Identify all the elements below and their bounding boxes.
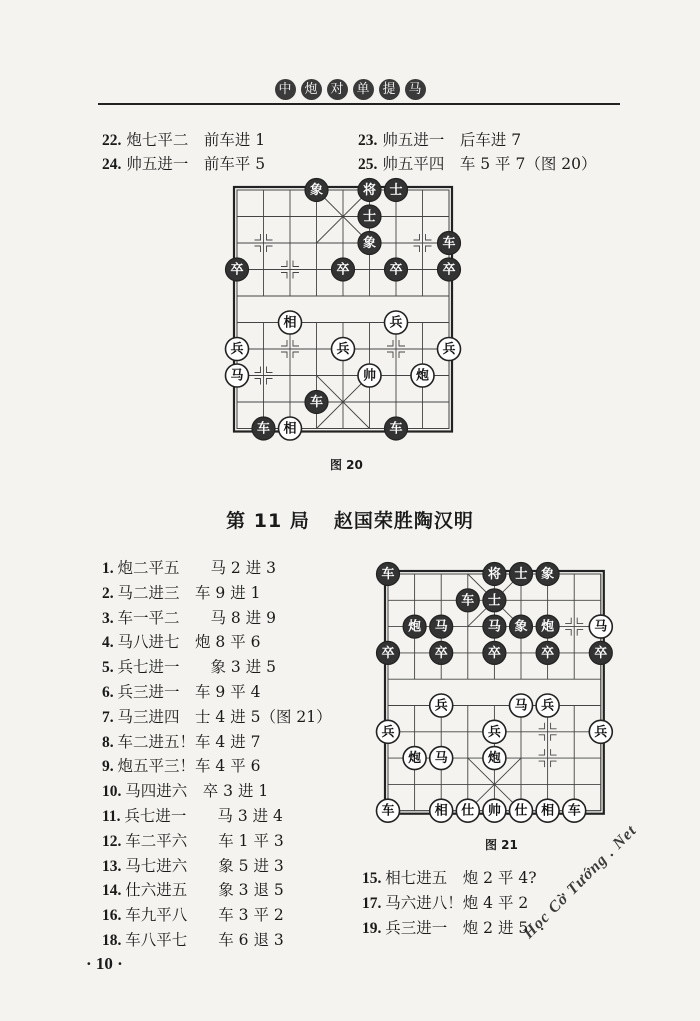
top-moves-right (358, 128, 596, 174)
move-line (102, 779, 332, 804)
red-piece (430, 799, 453, 822)
red-piece (377, 799, 400, 822)
move-number: 5. (102, 659, 118, 677)
header-char: 炮 (301, 79, 322, 100)
header-char: 单 (353, 79, 374, 100)
piece-label: 马 (230, 368, 244, 384)
piece-label: 兵 (336, 342, 350, 357)
black-piece (510, 615, 533, 638)
figure-21-caption: 图 21 (485, 838, 518, 852)
move-text: 兵七进一 马 3 进 4 (124, 806, 283, 825)
piece-label: 卒 (541, 645, 555, 661)
move-line (362, 866, 537, 891)
black-piece (305, 391, 328, 414)
move-text: 炮二平五 马 2 进 3 (117, 559, 277, 577)
move-line (102, 854, 332, 879)
black-piece (377, 563, 400, 586)
move-number: 7. (102, 708, 118, 726)
piece-label: 象 (541, 567, 555, 582)
move-number: 1. (102, 560, 118, 577)
position-mark (293, 352, 299, 358)
board-figure-21 (366, 558, 616, 832)
position-mark (255, 379, 261, 385)
red-piece (358, 364, 381, 387)
red-piece (226, 364, 249, 387)
red-piece (377, 720, 400, 743)
position-mark (551, 761, 557, 767)
black-piece (589, 641, 612, 664)
move-text: 车二进五！车 4 进 7 (117, 732, 261, 751)
move-number: 8. (102, 733, 118, 751)
move-number: 14. (102, 882, 126, 900)
move-text: 帅五平四 车 5 平 7（图 20） (382, 155, 597, 173)
piece-label: 马 (487, 619, 501, 635)
header-char: 提 (379, 79, 400, 100)
red-piece (483, 720, 506, 743)
black-piece (385, 417, 408, 440)
move-text: 兵三进一 车 9 平 4 (117, 682, 261, 701)
black-piece (403, 615, 426, 638)
position-mark (387, 340, 393, 346)
piece-label: 仕 (461, 803, 475, 819)
piece-label: 兵 (434, 698, 448, 714)
move-text: 炮五平三！车 4 平 6 (117, 757, 261, 776)
top-moves-left (102, 128, 265, 174)
piece-label: 象 (514, 619, 528, 635)
position-mark (281, 340, 287, 346)
red-piece (430, 747, 453, 770)
piece-label: 车 (256, 421, 271, 437)
piece-label: 兵 (442, 342, 456, 357)
move-text: 帅五进一 前车平 5 (126, 155, 266, 173)
position-mark (293, 273, 299, 279)
position-mark (387, 352, 393, 358)
move-line (102, 556, 332, 581)
black-piece (305, 179, 328, 202)
piece-label: 炮 (487, 751, 501, 767)
move-text: 帅五进一 后车进 7 (382, 131, 522, 149)
move-number: 25. (358, 156, 378, 173)
piece-label: 兵 (594, 724, 608, 740)
move-text: 车一平二 马 8 进 9 (117, 608, 277, 627)
move-text: 马三进四 士 4 进 5（图 21） (117, 707, 332, 726)
move-number: 4. (102, 634, 118, 652)
red-piece (536, 799, 559, 822)
red-piece (589, 720, 612, 743)
piece-label: 将 (487, 567, 501, 582)
move-number: 2. (102, 584, 118, 602)
red-piece (385, 311, 408, 334)
position-mark (577, 618, 583, 624)
piece-label: 帅 (362, 368, 377, 384)
red-piece (510, 799, 533, 822)
move-text: 炮七平二 前车进 1 (126, 131, 266, 149)
move-number: 23. (358, 132, 378, 149)
position-mark (399, 340, 405, 346)
move-line (102, 754, 332, 779)
piece-label: 卒 (487, 645, 501, 661)
move-text: 马七进六 象 5 进 3 (125, 856, 284, 875)
game-number: 第 11 局 (226, 510, 310, 532)
page-number: · 10 · (86, 954, 123, 973)
piece-label: 将 (362, 183, 377, 198)
piece-label: 兵 (389, 315, 403, 331)
move-line (102, 730, 332, 755)
piece-label: 卒 (230, 262, 244, 278)
black-piece (430, 641, 453, 664)
black-piece (510, 563, 533, 586)
move-line (102, 128, 265, 152)
position-mark (539, 723, 545, 729)
move-line (102, 655, 332, 680)
piece-label: 马 (594, 619, 608, 635)
position-mark (539, 749, 545, 755)
move-text: 车九平八 车 3 平 2 (125, 906, 284, 925)
position-mark (577, 630, 583, 636)
move-number: 17. (362, 894, 386, 912)
piece-label: 马 (434, 619, 448, 635)
black-piece (483, 563, 506, 586)
position-mark (551, 735, 557, 741)
watermark: Học Cờ Tướng . Net (520, 821, 641, 943)
position-mark (414, 234, 420, 240)
black-piece (456, 589, 479, 612)
move-list-left (102, 556, 332, 953)
black-piece (358, 232, 381, 255)
red-piece (279, 417, 302, 440)
piece-label: 马 (434, 751, 448, 767)
piece-label: 兵 (487, 724, 501, 740)
piece-label: 相 (541, 803, 555, 819)
move-number: 15. (362, 870, 386, 887)
move-number: 12. (102, 832, 126, 850)
move-text: 相七进五 炮 2 平 4? (385, 869, 537, 887)
black-piece (536, 563, 559, 586)
move-line (102, 680, 332, 705)
move-text: 马二进三 车 9 进 1 (117, 583, 261, 602)
black-piece (483, 615, 506, 638)
black-piece (438, 232, 461, 255)
piece-label: 炮 (408, 619, 422, 635)
position-mark (255, 234, 261, 240)
move-line (102, 630, 332, 655)
red-piece (411, 364, 434, 387)
black-piece (377, 641, 400, 664)
move-text: 兵七进一 象 3 进 5 (117, 658, 277, 677)
position-mark (267, 379, 273, 385)
red-piece (226, 338, 249, 361)
piece-label: 帅 (487, 803, 501, 819)
move-number: 24. (102, 156, 122, 173)
piece-label: 车 (309, 395, 324, 410)
piece-label: 卒 (381, 645, 395, 661)
black-piece (332, 258, 355, 281)
piece-label: 炮 (541, 619, 555, 635)
move-number: 3. (102, 609, 118, 627)
header-char: 马 (405, 79, 426, 100)
position-mark (414, 246, 420, 252)
move-number: 11. (102, 807, 125, 825)
position-mark (399, 352, 405, 358)
red-piece (403, 747, 426, 770)
move-number: 18. (102, 931, 126, 949)
black-piece (483, 641, 506, 664)
running-header-title (275, 79, 426, 100)
running-header (0, 78, 700, 100)
piece-label: 相 (434, 803, 448, 819)
red-piece (279, 311, 302, 334)
piece-label: 马 (514, 698, 528, 714)
piece-label: 士 (514, 567, 528, 582)
red-piece (430, 694, 453, 717)
move-line (102, 928, 332, 953)
piece-label: 士 (389, 183, 403, 198)
red-piece (536, 694, 559, 717)
move-number: 10. (102, 783, 126, 801)
piece-label: 卒 (389, 262, 403, 278)
position-mark (539, 761, 545, 767)
piece-label: 车 (381, 567, 395, 582)
move-list-right (362, 866, 537, 940)
black-piece (226, 258, 249, 281)
position-mark (293, 340, 299, 346)
piece-label: 士 (362, 209, 377, 225)
move-number: 13. (102, 857, 126, 875)
move-line (362, 891, 537, 916)
move-text: 马八进七 炮 8 平 6 (117, 633, 261, 652)
black-piece (358, 179, 381, 202)
board-grid (234, 187, 452, 432)
piece-label: 卒 (336, 262, 350, 278)
piece-label: 相 (283, 421, 297, 437)
red-piece (456, 799, 479, 822)
piece-label: 相 (283, 315, 297, 331)
move-number: 16. (102, 907, 126, 925)
red-piece (438, 338, 461, 361)
header-char: 中 (275, 79, 296, 100)
piece-label: 仕 (514, 803, 528, 819)
piece-label: 卒 (434, 645, 448, 661)
move-text: 仕六进五 象 3 退 5 (125, 881, 284, 900)
black-piece (385, 258, 408, 281)
red-piece (483, 747, 506, 770)
xiangqi-board (366, 558, 616, 828)
figure-20-caption: 图 20 (330, 458, 363, 472)
red-piece (332, 338, 355, 361)
position-mark (281, 261, 287, 267)
black-piece (536, 641, 559, 664)
red-piece (563, 799, 586, 822)
header-rule (98, 103, 620, 105)
move-line (102, 829, 332, 854)
black-piece (438, 258, 461, 281)
header-char: 对 (327, 79, 348, 100)
position-mark (539, 735, 545, 741)
position-mark (267, 367, 273, 373)
piece-label: 士 (487, 593, 501, 609)
piece-label: 象 (309, 183, 324, 198)
move-line (102, 705, 332, 730)
move-text: 车二平六 车 1 平 3 (125, 831, 284, 850)
position-mark (267, 246, 273, 252)
move-text: 马六进八！炮 4 平 2 (385, 893, 529, 912)
position-mark (551, 723, 557, 729)
move-number: 19. (362, 919, 386, 937)
move-line (102, 581, 332, 606)
position-mark (293, 261, 299, 267)
xiangqi-board (215, 170, 465, 450)
move-line (362, 916, 537, 941)
move-number: 22. (102, 132, 122, 149)
piece-label: 卒 (442, 262, 456, 278)
position-mark (551, 749, 557, 755)
position-mark (281, 352, 287, 358)
black-piece (252, 417, 275, 440)
piece-label: 炮 (415, 368, 430, 384)
piece-label: 兵 (381, 724, 395, 740)
black-piece (358, 205, 381, 228)
red-piece (483, 799, 506, 822)
black-piece (483, 589, 506, 612)
position-mark (255, 246, 261, 252)
move-number: 9. (102, 758, 118, 776)
move-line (102, 903, 332, 928)
move-line (102, 606, 332, 631)
move-line (358, 128, 596, 152)
position-mark (426, 234, 432, 240)
piece-label: 兵 (230, 342, 244, 357)
game-players: 赵国荣胜陶汉明 (333, 510, 474, 532)
piece-label: 车 (389, 421, 403, 437)
move-text: 兵三进一 炮 2 进 5 (385, 918, 529, 937)
move-number: 6. (102, 683, 118, 701)
black-piece (536, 615, 559, 638)
move-line (102, 878, 332, 903)
black-piece (385, 179, 408, 202)
position-mark (281, 273, 287, 279)
piece-label: 兵 (541, 698, 555, 714)
move-text: 马四进六 卒 3 进 1 (125, 782, 269, 801)
black-piece (430, 615, 453, 638)
red-piece (589, 615, 612, 638)
position-mark (267, 234, 273, 240)
piece-label: 象 (362, 236, 377, 251)
position-mark (426, 246, 432, 252)
piece-label: 车 (461, 593, 475, 609)
piece-label: 炮 (408, 751, 422, 767)
position-mark (255, 367, 261, 373)
move-text: 车八平七 车 6 退 3 (125, 930, 284, 949)
position-mark (565, 630, 571, 636)
piece-label: 卒 (594, 645, 608, 661)
game-title (0, 506, 700, 533)
piece-label: 车 (381, 803, 395, 819)
piece-label: 车 (567, 803, 581, 819)
piece-label: 车 (442, 236, 456, 251)
board-figure-20 (215, 170, 465, 454)
position-mark (565, 618, 571, 624)
move-line (102, 804, 332, 829)
red-piece (510, 694, 533, 717)
